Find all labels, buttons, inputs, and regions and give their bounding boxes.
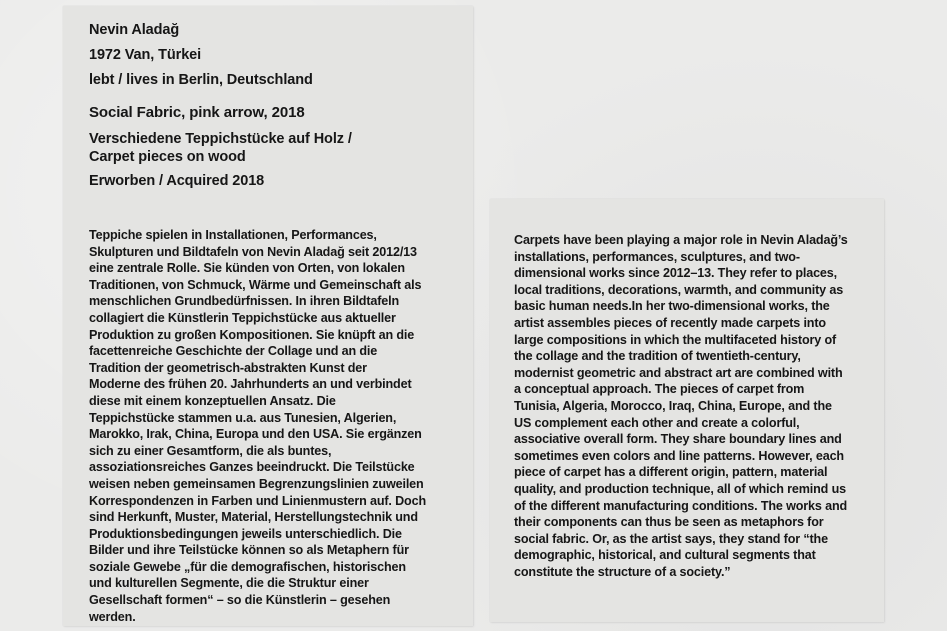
text-line: demographic, historical, and cultural segments that [514, 548, 816, 563]
text-line: modernist geometric and abstract art are combined with [514, 365, 843, 380]
artwork-medium-en: Carpet pieces on wood [89, 149, 246, 165]
artwork-header [89, 21, 459, 190]
text-line: dimensional works since 2012–13. They refer to places, [514, 266, 837, 281]
text-line: Gesellschaft formen“ – so die Künstlerin – gesehen [89, 593, 391, 608]
text-line: Teppiche spielen in Installationen, Performances, [89, 228, 377, 242]
text-line: installations, performances, sculptures, and two- [514, 249, 800, 264]
description-german [89, 227, 426, 625]
artist-name: Nevin Aladağ [89, 22, 180, 38]
text-line: und kulturellen Segmente, die die Struktur einer [89, 576, 369, 591]
wall-label-english [490, 199, 884, 622]
text-line: Produktion zu großen Kompositionen. Sie knüpft an die [89, 327, 415, 342]
text-line: Carpets have been playing a major role in Nevin Aladağ’s [514, 233, 848, 247]
text-line: social fabric. Or, as the artist says, they stand for “the [514, 531, 828, 546]
artwork-title: Social Fabric, pink arrow, 2018 [89, 104, 305, 121]
artwork-acquisition: Erworben / Acquired 2018 [89, 173, 265, 189]
text-line: Produktionsbedingungen jeweils unterschiedlich. Die [89, 526, 402, 541]
description-english [514, 232, 848, 580]
text-line: Skulpturen und Bildtafeln von Nevin Aladağ seit 2012/13 [89, 244, 417, 259]
text-line: of the different manufacturing conditions. The works and [514, 498, 848, 513]
text-line: large compositions in which the multifaceted history of [514, 332, 837, 347]
text-line: collagiert die Künstlerin Teppichstücke aus aktueller [89, 310, 396, 325]
text-line: Moderne des frühen 20. Jahrhunderts an und verbindet [89, 377, 412, 392]
text-line: Bilder und ihre Teilstücke können so als Metaphern für [89, 543, 409, 558]
text-line: Tunisia, Algeria, Morocco, Iraq, China, Europe, and the [514, 398, 832, 413]
text-line: a conceptual approach. The pieces of carpet from [514, 382, 805, 397]
artist-residence: lebt / lives in Berlin, Deutschland [89, 72, 313, 88]
text-line: assoziationsreiches Ganzes beeindruckt. Die Teilstücke [89, 460, 415, 475]
text-line: US complement each other and create a colorful, [514, 415, 800, 430]
text-line: local traditions, decorations, warmth, and community as [514, 282, 844, 297]
text-line: sometimes even colors and line patterns. However, each [514, 448, 844, 463]
text-line: piece of carpet has a different origin, pattern, material [514, 465, 828, 480]
text-line: Teppichstücke stammen u.a. aus Tunesien, Algerien, [89, 410, 397, 425]
text-line: weisen neben gemeinsamen Begrenzungslinien zuweilen [89, 476, 424, 491]
text-line: artist assembles pieces of recently made carpets into [514, 315, 826, 330]
text-line: their components can thus be seen as metaphors for [514, 515, 824, 530]
text-line: soziale Gewebe „für die demografischen, historischen [89, 559, 406, 574]
text-line: Korrespondenzen in Farben und Linienmustern auf. Doch [89, 493, 427, 508]
text-line: diese mit einem konzeptuellen Ansatz. Die [89, 393, 336, 408]
text-line: facettenreiche Geschichte der Collage und an die [89, 344, 378, 359]
text-line: Tradition der geometrisch-abstrakten Kunst der [89, 360, 367, 375]
text-line: menschlichen Grundbedürfnissen. In ihren Bildtafeln [89, 294, 400, 309]
text-line: the collage and the tradition of twentieth-century, [514, 349, 801, 364]
text-line: constitute the structure of a society.” [514, 564, 731, 579]
text-line: sich zu einer Gesamtform, die als buntes, [89, 443, 332, 458]
artwork-medium-de: Verschiedene Teppichstücke auf Holz / [89, 131, 352, 147]
text-line: associative overall form. They share boundary lines and [514, 432, 842, 447]
artist-birth: 1972 Van, Türkei [89, 47, 202, 63]
text-line: eine zentrale Rolle. Sie künden von Orten, von lokalen [89, 261, 405, 276]
text-line: basic human needs.In her two-dimensional works, the [514, 299, 830, 314]
wall-label-german [63, 6, 473, 626]
text-line: quality, and production technique, all of which remind us [514, 481, 846, 496]
text-line: Traditionen, von Schmuck, Wärme und Gemeinschaft als [89, 277, 422, 292]
text-line: werden. [89, 609, 136, 624]
text-line: Marokko, Irak, China, Europa und den USA. Sie ergänzen [89, 427, 422, 442]
text-line: sind Herkunft, Muster, Material, Herstellungstechnik und [89, 510, 418, 525]
